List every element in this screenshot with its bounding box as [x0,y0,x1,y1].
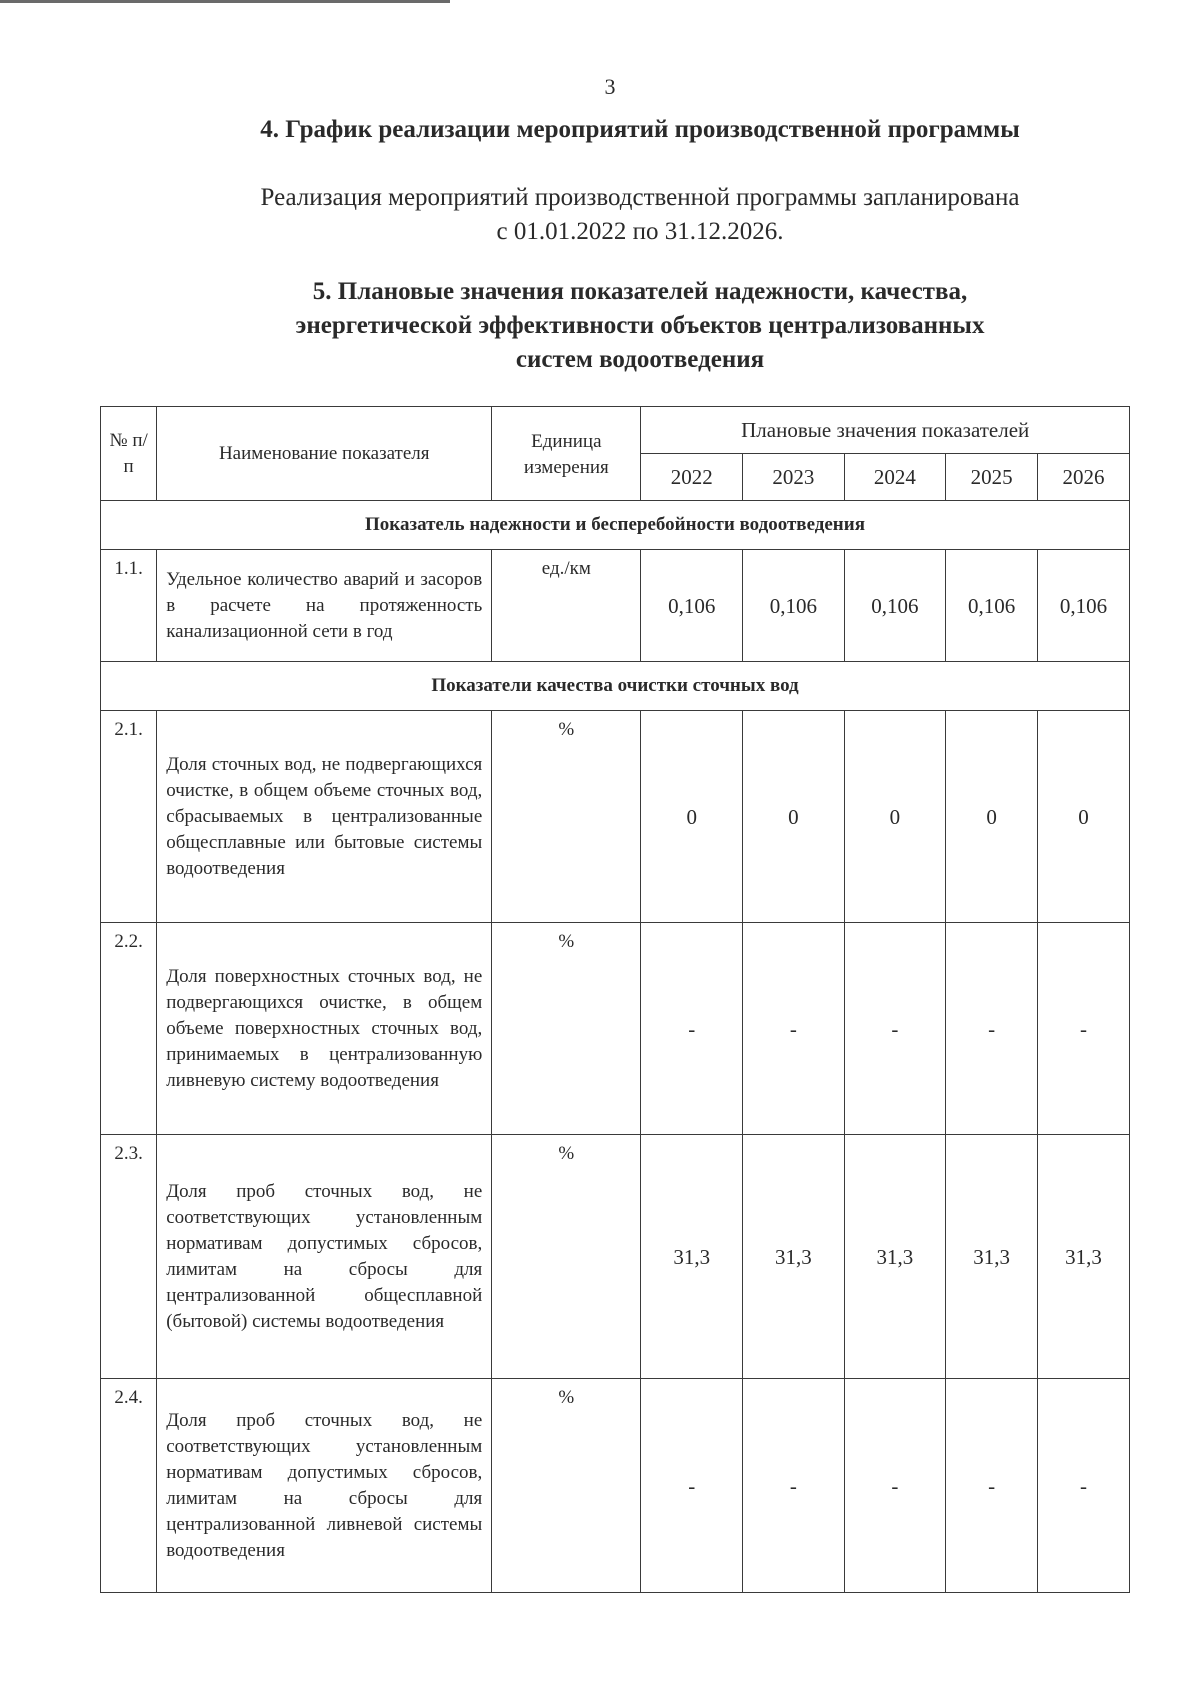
indicator-unit: % [492,711,641,923]
value-cell: 31,3 [1038,1135,1130,1379]
value-cell: 0 [641,711,743,923]
header-num: № п/п [101,407,157,501]
value-cell: 0,106 [1038,550,1130,662]
section-4-paragraph [200,181,1080,249]
page-number: 3 [604,74,616,99]
value-cell: 0 [844,711,946,923]
value-cell: 0 [743,711,845,923]
value-cell: 0,106 [743,550,845,662]
table-row [101,923,1130,1135]
indicators-table [100,406,1130,1593]
indicator-name: Удельное количество аварий и засоров в расчете на протяженность канализационной сети в год [157,550,492,662]
section-5-heading-line-1: 5. Плановые значения показателей надежности, качества, [312,278,968,305]
value-cell: - [641,923,743,1135]
section-5-heading-line-2: энергетической эффективности объектов централизованных [295,312,985,339]
section-title-reliability: Показатель надежности и бесперебойности водоотведения [101,501,1130,550]
section-5-heading-line-3: систем водоотведения [515,346,765,373]
value-cell: - [743,1379,845,1593]
value-cell: 31,3 [946,1135,1038,1379]
table-row [101,550,1130,662]
value-cell: 0,106 [641,550,743,662]
paragraph-line-1: Реализация мероприятий производственной программы запланирована [260,184,1020,211]
value-cell: - [1038,923,1130,1135]
row-num: 2.1. [101,711,157,923]
header-year: 2022 [641,454,743,501]
header-unit: Единица измерения [492,407,641,501]
value-cell: 0,106 [844,550,946,662]
section-row [101,501,1130,550]
value-cell: - [844,923,946,1135]
value-cell: - [946,1379,1038,1593]
header-year: 2023 [743,454,845,501]
value-cell: 0 [946,711,1038,923]
header-year: 2026 [1038,454,1130,501]
value-cell: - [1038,1379,1130,1593]
indicator-name: Доля проб сточных вод, не соответствующих установленным нормативам допустимых сбросов, лимитам на сбросы для централизованной ливневой системы водоотведения [157,1379,492,1593]
row-num: 2.4. [101,1379,157,1593]
value-cell: - [743,923,845,1135]
section-5-heading [200,275,1080,377]
indicator-name: Доля поверхностных сточных вод, не подвергающихся очистке, в общем объеме поверхностных сточных вод, принимаемых в централизованную ливневую систему водоотведения [157,923,492,1135]
row-num: 2.3. [101,1135,157,1379]
value-cell: 0 [1038,711,1130,923]
value-cell: - [844,1379,946,1593]
value-cell: 31,3 [641,1135,743,1379]
indicator-name: Доля сточных вод, не подвергающихся очистке, в общем объеме сточных вод, сбрасываемых в централизованные общесплавные или бытовые системы водоотведения [157,711,492,923]
value-cell: 31,3 [844,1135,946,1379]
value-cell: - [641,1379,743,1593]
header-plan: Плановые значения показателей [641,407,1130,454]
indicator-unit: % [492,923,641,1135]
row-num: 2.2. [101,923,157,1135]
indicator-unit: % [492,1135,641,1379]
header-name: Наименование показателя [157,407,492,501]
table-row [101,1135,1130,1379]
section-title-quality: Показатели качества очистки сточных вод [101,662,1130,711]
paragraph-line-2: с 01.01.2022 по 31.12.2026. [496,218,784,245]
table-row [101,711,1130,923]
table-row [101,1379,1130,1593]
row-num: 1.1. [101,550,157,662]
indicator-unit: % [492,1379,641,1593]
header-year: 2024 [844,454,946,501]
header-year: 2025 [946,454,1038,501]
table-header-row [101,407,1130,454]
value-cell: - [946,923,1038,1135]
indicator-unit: ед./км [492,550,641,662]
value-cell: 31,3 [743,1135,845,1379]
section-4-heading: 4. График реализации мероприятий производственной программы [260,116,1020,143]
section-row [101,662,1130,711]
scan-edge-line [0,0,450,3]
value-cell: 0,106 [946,550,1038,662]
indicator-name: Доля проб сточных вод, не соответствующих установленным нормативам допустимых сбросов, лимитам на сбросы для централизованной общесплавной (бытовой) системы водоотведения [157,1135,492,1379]
